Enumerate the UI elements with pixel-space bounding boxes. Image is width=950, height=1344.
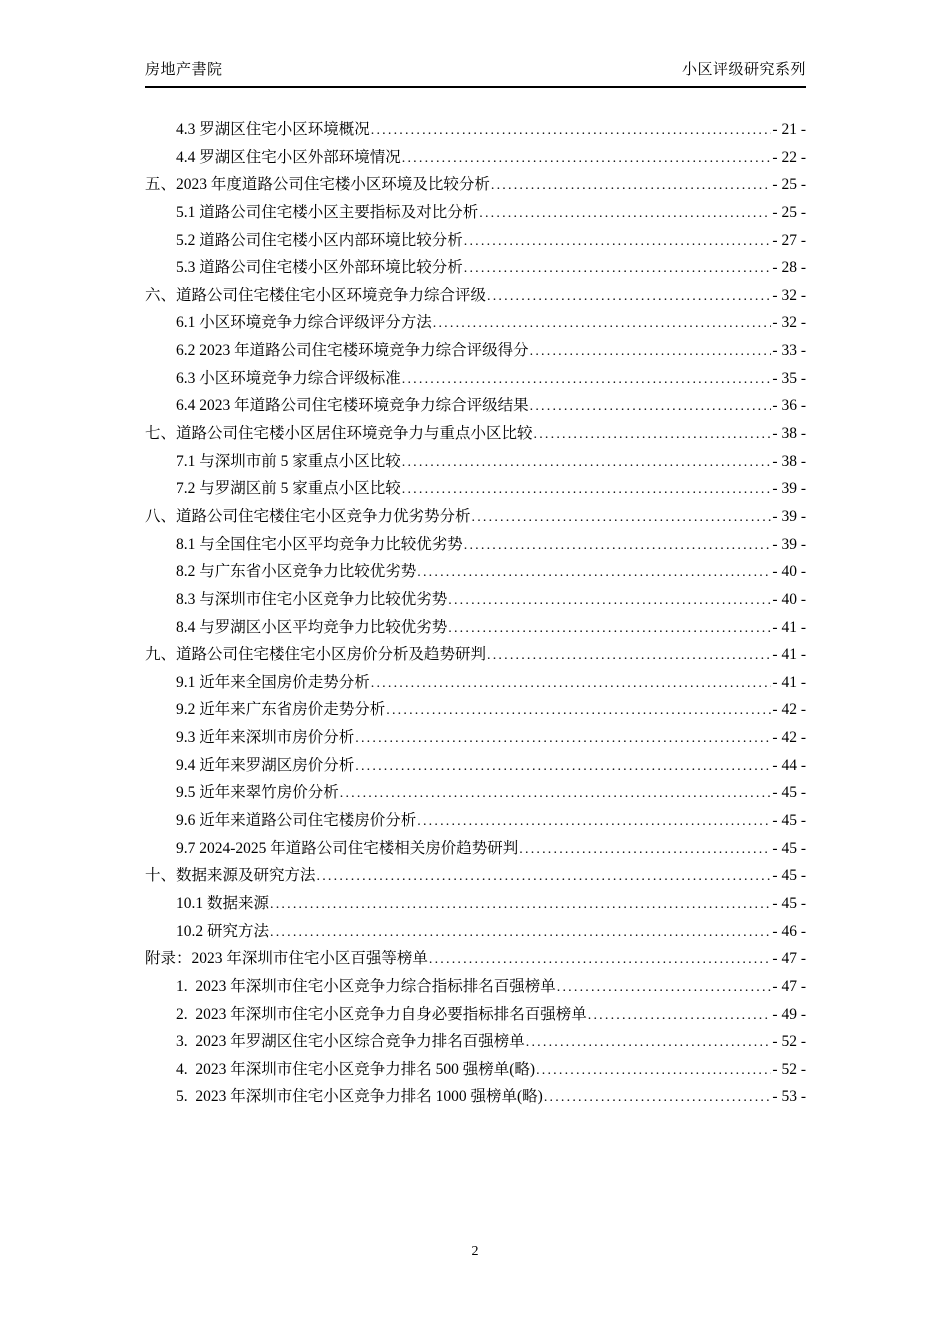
toc-entry-title: 6.3 小区环境竞争力综合评级标准 xyxy=(176,369,401,387)
toc-page-number: - 52 - xyxy=(772,1033,806,1051)
toc-dot-leader xyxy=(448,586,771,615)
toc-entry[interactable] xyxy=(145,365,806,393)
toc-page-number: - 42 - xyxy=(772,729,806,747)
toc-entry[interactable] xyxy=(145,227,806,255)
toc-entry-title: 6.1 小区环境竞争力综合评级评分方法 xyxy=(176,314,432,332)
toc-entry-title: 6.2 2023 年道路公司住宅楼环境竞争力综合评级得分 xyxy=(176,342,529,360)
toc-entry[interactable] xyxy=(145,531,806,559)
toc-entry-title: 9.1 近年来全国房价走势分析 xyxy=(176,673,370,691)
toc-page-number: - 45 - xyxy=(772,812,806,830)
toc-entry-title: 9.2 近年来广东省房价走势分析 xyxy=(176,701,386,719)
toc-page-number: - 40 - xyxy=(772,563,806,581)
toc-entry-title: 七、道路公司住宅楼小区居住环境竞争力与重点小区比较 xyxy=(145,425,533,443)
toc-entry-title: 5.2 道路公司住宅楼小区内部环境比较分析 xyxy=(176,231,463,249)
toc-dot-leader xyxy=(487,282,771,311)
toc-entry-title: 1. 2023 年深圳市住宅小区竞争力综合指标排名百强榜单 xyxy=(176,977,556,995)
toc-dot-leader xyxy=(386,696,771,725)
toc-entry[interactable] xyxy=(145,392,806,420)
toc-entry-title: 10.1 数据来源 xyxy=(176,894,270,912)
toc-dot-leader xyxy=(355,752,771,781)
toc-page-number: - 25 - xyxy=(772,203,806,221)
toc-entry[interactable] xyxy=(145,973,806,1001)
toc-entry-title: 7.1 与深圳市前 5 家重点小区比较 xyxy=(176,452,401,470)
toc-dot-leader xyxy=(402,448,772,477)
toc-entry[interactable] xyxy=(145,254,806,282)
toc-entry[interactable] xyxy=(145,586,806,614)
table-of-contents xyxy=(145,116,806,1111)
toc-entry-title: 8.3 与深圳市住宅小区竞争力比较优劣势 xyxy=(176,590,448,608)
toc-dot-leader xyxy=(544,1083,772,1112)
toc-entry-title: 7.2 与罗湖区前 5 家重点小区比较 xyxy=(176,480,401,498)
toc-page-number: - 47 - xyxy=(772,950,806,968)
toc-entry-title: 9.6 近年来道路公司住宅楼房价分析 xyxy=(176,812,417,830)
toc-entry[interactable] xyxy=(145,1001,806,1029)
toc-dot-leader xyxy=(417,558,771,587)
toc-entry-title: 9.7 2024-2025 年道路公司住宅楼相关房价趋势研判 xyxy=(176,839,519,857)
toc-entry[interactable] xyxy=(145,890,806,918)
toc-entry-title: 九、道路公司住宅楼住宅小区房价分析及趋势研判 xyxy=(145,646,487,664)
toc-entry-title: 4. 2023 年深圳市住宅小区竞争力排名 500 强榜单(略) xyxy=(176,1060,536,1078)
toc-page-number: - 49 - xyxy=(772,1005,806,1023)
toc-entry[interactable] xyxy=(145,475,806,503)
toc-entry[interactable] xyxy=(145,752,806,780)
header-divider xyxy=(145,86,806,88)
toc-entry[interactable] xyxy=(145,641,806,669)
toc-entry[interactable] xyxy=(145,309,806,337)
toc-page-number: - 45 - xyxy=(772,894,806,912)
toc-entry[interactable] xyxy=(145,199,806,227)
toc-dot-leader xyxy=(429,945,772,974)
toc-entry[interactable] xyxy=(145,669,806,697)
toc-page-number: - 44 - xyxy=(772,756,806,774)
toc-dot-leader xyxy=(519,835,771,864)
toc-entry-title: 10.2 研究方法 xyxy=(176,922,270,940)
toc-dot-leader xyxy=(317,862,772,891)
toc-entry[interactable] xyxy=(145,807,806,835)
toc-entry[interactable] xyxy=(145,918,806,946)
header-right-text: 小区评级研究系列 xyxy=(681,61,806,78)
toc-entry[interactable] xyxy=(145,337,806,365)
toc-dot-leader xyxy=(491,171,772,200)
toc-entry[interactable] xyxy=(145,862,806,890)
toc-page-number: - 45 - xyxy=(772,867,806,885)
toc-dot-leader xyxy=(464,254,772,283)
toc-dot-leader xyxy=(479,199,771,228)
toc-entry-title: 8.1 与全国住宅小区平均竞争力比较优劣势 xyxy=(176,535,463,553)
toc-dot-leader xyxy=(371,116,772,145)
toc-page-number: - 38 - xyxy=(772,425,806,443)
toc-dot-leader xyxy=(402,365,772,394)
toc-page-number: - 47 - xyxy=(772,977,806,995)
toc-page-number: - 52 - xyxy=(772,1060,806,1078)
toc-dot-leader xyxy=(536,1056,771,1085)
toc-entry[interactable] xyxy=(145,558,806,586)
toc-page-number: - 25 - xyxy=(772,176,806,194)
toc-entry[interactable] xyxy=(145,171,806,199)
toc-dot-leader xyxy=(588,1001,772,1030)
toc-entry-title: 8.2 与广东省小区竞争力比较优劣势 xyxy=(176,563,417,581)
toc-entry-title: 5. 2023 年深圳市住宅小区竞争力排名 1000 强榜单(略) xyxy=(176,1088,543,1106)
toc-entry-title: 2. 2023 年深圳市住宅小区竞争力自身必要指标排名百强榜单 xyxy=(176,1005,587,1023)
toc-dot-leader xyxy=(448,614,771,643)
toc-page-number: - 41 - xyxy=(772,618,806,636)
toc-page-number: - 21 - xyxy=(772,121,806,138)
toc-page-number: - 46 - xyxy=(772,922,806,940)
toc-dot-leader xyxy=(526,1028,772,1057)
toc-page-number: - 33 - xyxy=(772,342,806,360)
toc-page-number: - 40 - xyxy=(772,590,806,608)
toc-page-number: - 45 - xyxy=(772,784,806,802)
toc-entry[interactable] xyxy=(145,696,806,724)
toc-dot-leader xyxy=(557,973,772,1002)
toc-entry[interactable] xyxy=(145,614,806,642)
toc-entry-title: 6.4 2023 年道路公司住宅楼环境竞争力综合评级结果 xyxy=(176,397,529,415)
toc-page-number: - 22 - xyxy=(772,148,806,166)
toc-dot-leader xyxy=(433,309,772,338)
toc-entry[interactable] xyxy=(145,1028,806,1056)
toc-entry-title: 9.3 近年来深圳市房价分析 xyxy=(176,729,355,747)
toc-dot-leader xyxy=(472,503,772,532)
toc-page-number: - 27 - xyxy=(772,231,806,249)
toc-page-number: - 36 - xyxy=(772,397,806,415)
toc-dot-leader xyxy=(487,641,771,670)
toc-page-number: - 28 - xyxy=(772,259,806,277)
toc-entry[interactable] xyxy=(145,503,806,531)
toc-dot-leader xyxy=(402,144,772,173)
toc-page-number: - 39 - xyxy=(772,507,806,525)
toc-page-number: - 32 - xyxy=(772,286,806,304)
toc-page-number: - 32 - xyxy=(772,314,806,332)
header-left-text: 房地产書院 xyxy=(145,61,223,78)
toc-dot-leader xyxy=(534,420,772,449)
toc-entry-title: 附录：2023 年深圳市住宅小区百强等榜单 xyxy=(145,950,428,968)
toc-page-number: - 39 - xyxy=(772,480,806,498)
toc-entry[interactable] xyxy=(145,724,806,752)
toc-entry-title: 9.4 近年来罗湖区房价分析 xyxy=(176,756,355,774)
toc-entry[interactable] xyxy=(145,144,806,172)
toc-entry-title: 8.4 与罗湖区小区平均竞争力比较优劣势 xyxy=(176,618,448,636)
toc-entry[interactable] xyxy=(145,1056,806,1084)
toc-entry-title: 八、道路公司住宅楼住宅小区竞争力优劣势分析 xyxy=(145,507,471,525)
toc-entry[interactable] xyxy=(145,420,806,448)
toc-entry[interactable] xyxy=(145,779,806,807)
toc-page-number: - 42 - xyxy=(772,701,806,719)
toc-page-number: - 39 - xyxy=(772,535,806,553)
toc-entry-title: 十、数据来源及研究方法 xyxy=(145,867,316,885)
page-footer xyxy=(0,1244,950,1260)
page-number: 2 xyxy=(471,1244,479,1259)
toc-page-number: - 35 - xyxy=(772,369,806,387)
toc-page-number: - 45 - xyxy=(772,839,806,857)
toc-dot-leader xyxy=(340,779,772,808)
toc-dot-leader xyxy=(464,531,772,560)
toc-dot-leader xyxy=(530,392,772,421)
toc-page-number: - 38 - xyxy=(772,452,806,470)
toc-entry-title: 五、2023 年度道路公司住宅楼小区环境及比较分析 xyxy=(145,176,490,194)
toc-entry[interactable] xyxy=(145,1083,806,1111)
toc-entry-title: 六、道路公司住宅楼住宅小区环境竞争力综合评级 xyxy=(145,286,487,304)
toc-entry[interactable] xyxy=(145,116,806,144)
toc-page-number: - 41 - xyxy=(772,673,806,691)
toc-entry-title: 3. 2023 年罗湖区住宅小区综合竞争力排名百强榜单 xyxy=(176,1033,525,1051)
toc-dot-leader xyxy=(530,337,772,366)
toc-dot-leader xyxy=(402,475,772,504)
toc-dot-leader xyxy=(464,227,772,256)
toc-entry[interactable] xyxy=(145,945,806,973)
toc-entry-title: 9.5 近年来翠竹房价分析 xyxy=(176,784,339,802)
toc-dot-leader xyxy=(270,890,771,919)
toc-page-number: - 41 - xyxy=(772,646,806,664)
toc-dot-leader xyxy=(417,807,771,836)
toc-entry-title: 4.4 罗湖区住宅小区外部环境情况 xyxy=(176,148,401,166)
toc-page-number: - 53 - xyxy=(772,1088,806,1106)
page-header xyxy=(145,58,806,79)
toc-entry[interactable] xyxy=(145,835,806,863)
toc-entry[interactable] xyxy=(145,282,806,310)
toc-entry-title: 5.3 道路公司住宅楼小区外部环境比较分析 xyxy=(176,259,463,277)
toc-entry[interactable] xyxy=(145,448,806,476)
toc-dot-leader xyxy=(371,669,772,698)
toc-entry-title: 4.3 罗湖区住宅小区环境概况 xyxy=(176,121,370,138)
toc-dot-leader xyxy=(270,918,771,947)
toc-dot-leader xyxy=(355,724,771,753)
toc-entry-title: 5.1 道路公司住宅楼小区主要指标及对比分析 xyxy=(176,203,479,221)
